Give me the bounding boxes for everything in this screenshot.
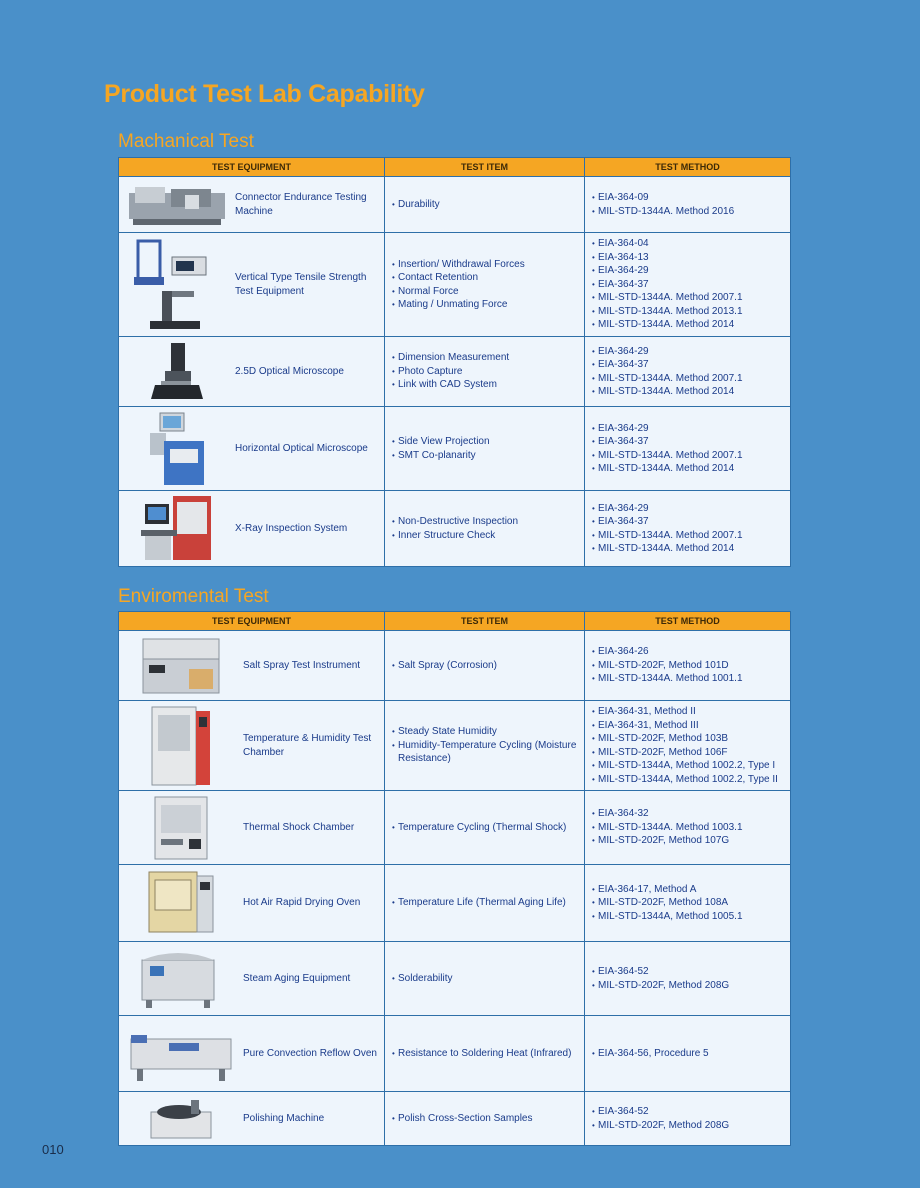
test-method: • MIL-STD-1344A. Method 2007.1	[593, 449, 790, 463]
table-row	[119, 1092, 791, 1146]
page-title: Product Test Lab Capability	[104, 80, 425, 108]
equipment-name: 2.5D Optical Microscope	[235, 365, 344, 377]
test-method: • MIL-STD-1344A. Method 2014	[593, 318, 790, 332]
equipment-name: Temperature & Humidity Test Chamber	[243, 732, 372, 758]
test-item: • SMT Co-planarity	[393, 449, 584, 463]
test-method: • EIA-364-52	[593, 1105, 790, 1119]
test-item: • Photo Capture	[393, 365, 584, 379]
table-row	[119, 1016, 791, 1092]
test-item: • Side View Projection	[393, 435, 584, 449]
test-method: • EIA-364-31, Method III	[593, 719, 790, 733]
horizontal-microscope-image	[119, 411, 235, 487]
test-method: • MIL-STD-202F, Method 108A	[593, 896, 790, 910]
equipment-name: Hot Air Rapid Drying Oven	[243, 897, 361, 908]
test-method: • MIL-STD-1344A. Method 2007.1	[593, 372, 790, 386]
environmental-section-title: Enviromental Test	[118, 586, 269, 607]
test-method: • EIA-364-26	[593, 645, 790, 659]
test-method: • MIL-STD-1344A, Method 1005.1	[593, 910, 790, 924]
column-header-item: TEST ITEM	[385, 612, 585, 631]
table-header-row	[119, 158, 791, 177]
test-method: • MIL-STD-202F, Method 101D	[593, 659, 790, 673]
test-method: • EIA-364-56, Procedure 5	[593, 1047, 790, 1061]
mechanical-test-table	[118, 157, 791, 567]
thermal-shock-image	[119, 795, 243, 861]
column-header-method: TEST METHOD	[585, 158, 791, 177]
column-header-equipment: TEST EQUIPMENT	[119, 612, 385, 631]
test-method: • MIL-STD-1344A, Method 1002.2, Type I	[593, 759, 790, 773]
equipment-name: Horizontal Optical Microscope	[235, 442, 368, 454]
test-method: • EIA-364-29	[593, 264, 790, 278]
endurance-machine-image	[119, 183, 235, 227]
test-item: • Humidity-Temperature Cycling (Moisture Resistance)	[393, 739, 584, 766]
xray-system-image	[119, 494, 235, 564]
test-method: • EIA-364-29	[593, 502, 790, 516]
equipment-name: X-Ray Inspection System	[235, 522, 348, 534]
equipment-name: Salt Spray Test Instrument	[243, 659, 361, 671]
equipment-name: Thermal Shock Chamber	[243, 821, 355, 833]
test-method: • EIA-364-31, Method II	[593, 705, 790, 719]
column-header-equipment: TEST EQUIPMENT	[119, 158, 385, 177]
test-method: • MIL-STD-202F, Method 208G	[593, 1119, 790, 1133]
test-method: • EIA-364-13	[593, 251, 790, 265]
reflow-oven-image	[119, 1025, 243, 1083]
test-item: • Non-Destructive Inspection	[393, 515, 584, 529]
humidity-chamber-image	[119, 705, 243, 787]
equipment-name: Vertical Type Tensile Strength Test Equipment	[235, 271, 367, 297]
test-item: • Temperature Life (Thermal Aging Life)	[393, 896, 584, 910]
test-item: • Contact Retention	[393, 271, 584, 285]
equipment-name: Connector Endurance Testing Machine	[235, 191, 367, 217]
table-row	[119, 233, 791, 337]
test-method: • EIA-364-37	[593, 515, 790, 529]
test-item: • Polish Cross-Section Samples	[393, 1112, 584, 1126]
test-method: • MIL-STD-1344A. Method 2014	[593, 385, 790, 399]
mechanical-section-title: Machanical Test	[118, 131, 254, 152]
test-method: • MIL-STD-1344A. Method 2007.1	[593, 529, 790, 543]
table-header-row	[119, 612, 791, 631]
table-row	[119, 407, 791, 491]
test-method: • EIA-364-04	[593, 237, 790, 251]
optical-microscope-image	[119, 341, 235, 403]
test-method: • MIL-STD-1344A. Method 1003.1	[593, 821, 790, 835]
test-item: • Steady State Humidity	[393, 725, 584, 739]
test-item: • Dimension Measurement	[393, 351, 584, 365]
test-item: • Inner Structure Check	[393, 529, 584, 543]
test-item: • Salt Spray (Corrosion)	[393, 659, 584, 673]
test-method: • MIL-STD-202F, Method 106F	[593, 746, 790, 760]
environmental-test-table	[118, 611, 791, 1146]
steam-aging-image	[119, 946, 243, 1012]
table-row	[119, 865, 791, 942]
table-row	[119, 491, 791, 567]
drying-oven-image	[119, 868, 243, 938]
test-method: • MIL-STD-1344A. Method 1001.1	[593, 672, 790, 686]
test-item: • Solderability	[393, 972, 584, 986]
test-method: • MIL-STD-202F, Method 208G	[593, 979, 790, 993]
tensile-tester-image	[119, 237, 235, 333]
table-row	[119, 701, 791, 791]
test-method: • EIA-364-32	[593, 807, 790, 821]
test-item: • Mating / Unmating Force	[393, 298, 584, 312]
test-method: • MIL-STD-1344A. Method 2014	[593, 462, 790, 476]
polishing-machine-image	[119, 1096, 243, 1142]
column-header-method: TEST METHOD	[585, 612, 791, 631]
test-method: • MIL-STD-1344A, Method 1002.2, Type II	[593, 773, 790, 787]
test-method: • MIL-STD-1344A. Method 2014	[593, 542, 790, 556]
page-number: 010	[42, 1142, 64, 1157]
test-method: • EIA-364-37	[593, 435, 790, 449]
table-row	[119, 631, 791, 701]
test-method: • EIA-364-29	[593, 422, 790, 436]
salt-spray-image	[119, 635, 243, 697]
test-method: • MIL-STD-202F, Method 103B	[593, 732, 790, 746]
equipment-name: Polishing Machine	[243, 1112, 325, 1124]
table-row	[119, 942, 791, 1016]
test-method: • EIA-364-37	[593, 358, 790, 372]
equipment-name: Pure Convection Reflow Oven	[243, 1047, 377, 1059]
test-method: • MIL-STD-202F, Method 107G	[593, 834, 790, 848]
column-header-item: TEST ITEM	[385, 158, 585, 177]
test-item: • Normal Force	[393, 285, 584, 299]
test-method: • EIA-364-29	[593, 345, 790, 359]
test-method: • MIL-STD-1344A. Method 2016	[593, 205, 790, 219]
test-item: • Link with CAD System	[393, 378, 584, 392]
test-item: • Insertion/ Withdrawal Forces	[393, 258, 584, 272]
test-method: • EIA-364-17, Method A	[593, 883, 790, 897]
test-method: • EIA-364-52	[593, 965, 790, 979]
table-row	[119, 177, 791, 233]
test-method: • EIA-364-37	[593, 278, 790, 292]
equipment-name: Steam Aging Equipment	[243, 972, 351, 984]
test-item: • Temperature Cycling (Thermal Shock)	[393, 821, 584, 835]
table-row	[119, 791, 791, 865]
table-row	[119, 337, 791, 407]
test-item: • Resistance to Soldering Heat (Infrared)	[393, 1047, 584, 1061]
test-item: • Durability	[393, 198, 584, 212]
test-method: • MIL-STD-1344A. Method 2013.1	[593, 305, 790, 319]
test-method: • EIA-364-09	[593, 191, 790, 205]
test-method: • MIL-STD-1344A. Method 2007.1	[593, 291, 790, 305]
